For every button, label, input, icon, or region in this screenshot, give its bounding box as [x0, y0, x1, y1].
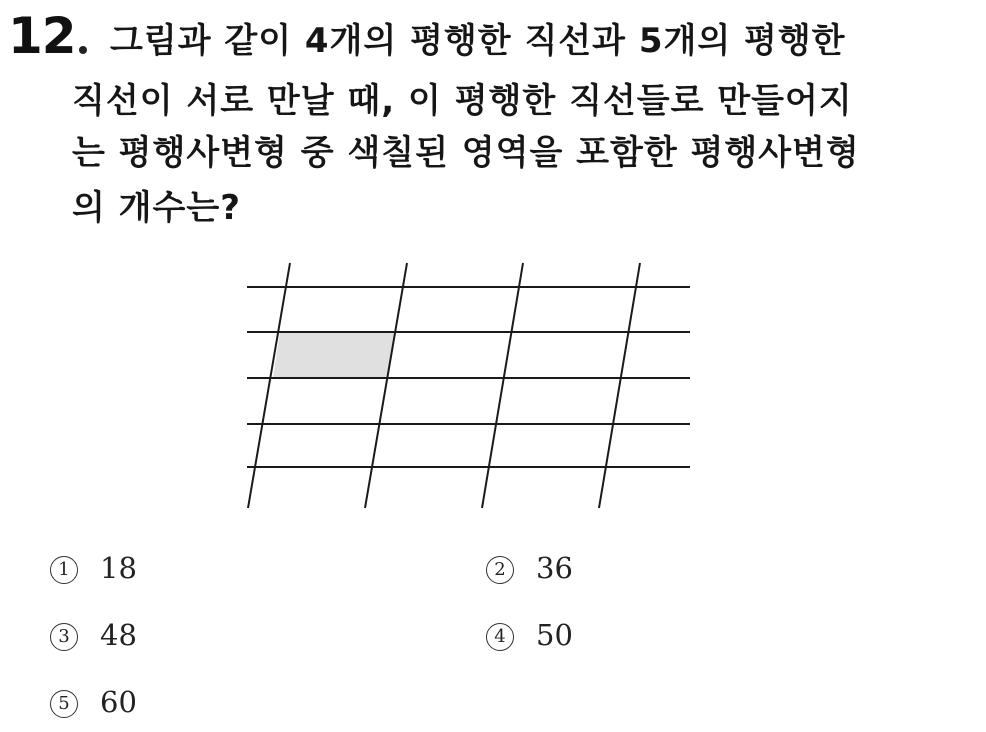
- question-number: 12: [8, 7, 76, 65]
- choice-marker: 5: [50, 690, 78, 718]
- shaded-parallelogram: [273, 332, 396, 378]
- question-line-1: 그림과 같이 4개의 평행한 직선과 5개의 평행한: [110, 21, 846, 61]
- choice-marker: 4: [486, 623, 514, 651]
- question-line-4: 의 개수는?: [72, 188, 241, 228]
- choice-value: 48: [100, 618, 137, 652]
- choice-marker: 2: [486, 556, 514, 584]
- choice-value: 18: [100, 551, 137, 585]
- choice-value: 36: [536, 551, 573, 585]
- choice-5[interactable]: [50, 684, 137, 720]
- slanted-line-2: [365, 263, 407, 508]
- choice-value: 50: [536, 618, 573, 652]
- slanted-line-3: [482, 263, 523, 508]
- choice-marker: 3: [50, 623, 78, 651]
- choice-4[interactable]: [486, 617, 573, 653]
- choice-1[interactable]: [50, 550, 137, 586]
- question-line-2: 직선이 서로 만날 때, 이 평행한 직선들로 만들어지: [72, 81, 853, 121]
- choice-marker: 1: [50, 556, 78, 584]
- question-line-3: 는 평행사변형 중 색칠된 영역을 포함한 평행사변형: [72, 133, 860, 173]
- slanted-line-4: [599, 263, 640, 508]
- choice-3[interactable]: [50, 617, 137, 653]
- slanted-line-1: [248, 263, 290, 508]
- choice-value: 60: [100, 685, 137, 719]
- choice-2[interactable]: [486, 550, 573, 586]
